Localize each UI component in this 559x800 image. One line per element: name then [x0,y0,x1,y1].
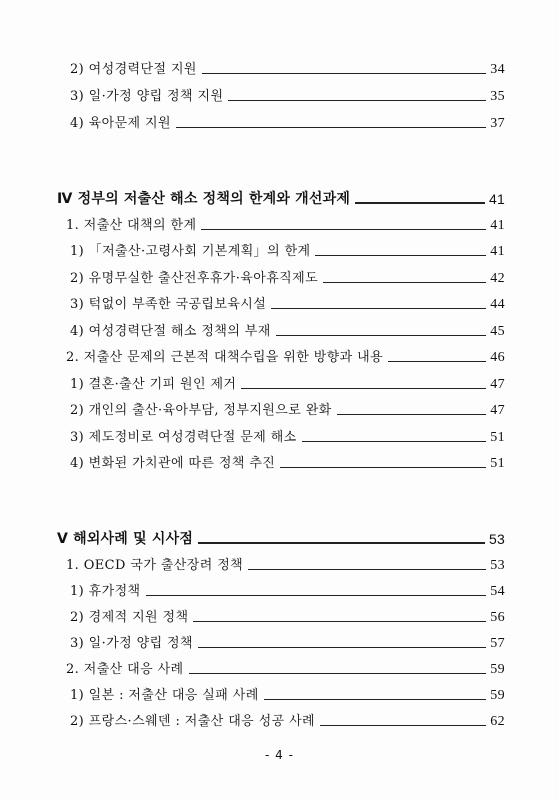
toc-section-page: 46 [490,350,505,365]
dot-leader [146,595,487,596]
toc-section-page: 53 [490,558,505,573]
toc-entry [70,324,505,340]
toc-chapter-heading [57,191,505,207]
toc-chapter-page: 53 [489,531,505,547]
toc-entry-page: 47 [490,377,505,392]
toc-chapter-label: Ⅴ 해외사례 및 시사점 [57,531,194,547]
dot-leader [248,569,486,570]
dot-leader [198,647,486,648]
toc-entry [70,89,505,105]
toc-entry-label: 4) 변화된 가치관에 따른 정책 추진 [70,456,276,471]
toc-entry [70,430,505,446]
toc-section-label: 1. 저출산 대책의 한계 [66,218,197,233]
toc-entry-label: 4) 여성경력단절 해소 정책의 부재 [70,324,271,339]
toc-section-page: 41 [490,218,505,233]
toc-entry-page: 34 [490,62,505,77]
toc-entry-page: 47 [490,403,505,418]
toc-entry-label: 4) 육아문제 지원 [70,116,171,131]
toc-entry-label: 1) 휴가정책 [70,584,141,599]
toc-entry [70,297,505,313]
toc-entry-label: 3) 일·가정 양립 정책 지원 [70,89,224,104]
toc-entry [70,456,505,472]
toc-entry-page: 41 [490,244,505,259]
toc-entry-page: 54 [490,584,505,599]
toc-entry [70,62,505,78]
toc-entry-label: 3) 턱없이 부족한 국공립보육시설 [70,297,267,312]
dot-leader [302,441,487,442]
toc-entry-page: 59 [490,688,505,703]
toc-entry-page: 44 [490,297,505,312]
toc-entry-page: 62 [490,714,505,729]
toc-section-label: 1. OECD 국가 출산장려 정책 [66,558,244,573]
dot-leader [193,621,486,622]
toc-entry-page: 51 [490,456,505,471]
toc-entry-page: 57 [490,636,505,651]
toc-entry-label: 1) 「저출산·고령사회 기본계획」의 한계 [70,244,311,259]
toc-section-label: 2. 저출산 문제의 근본적 대책수립을 위한 방향과 내용 [66,350,384,365]
toc-entry-label: 1) 일본 : 저출산 대응 실패 사례 [70,688,259,703]
toc-chapter-heading [57,531,505,547]
dot-leader [320,725,486,726]
toc-entry-page: 56 [490,610,505,625]
toc-entry-label: 3) 제도정비로 여성경력단절 문제 해소 [70,430,297,445]
toc-entry [70,688,505,704]
toc-entry [70,636,505,652]
toc-entry-page: 37 [490,116,505,131]
toc-section [66,218,505,234]
dot-leader [202,73,486,74]
toc-entry-label: 3) 일·가정 양립 정책 [70,636,193,651]
dot-leader [323,282,486,283]
toc-entry [70,244,505,260]
dot-leader [388,361,486,362]
toc-section-label: 2. 저출산 대응 사례 [66,662,184,677]
dot-leader [315,255,486,256]
dot-leader [198,542,485,544]
toc-section [66,558,505,574]
page-number: - 4 - [265,748,294,762]
toc-entry-page: 35 [490,89,505,104]
dot-leader [176,127,486,128]
toc-entry-label: 1) 결혼·출산 기피 원인 제거 [70,377,237,392]
dot-leader [276,335,486,336]
toc-entry-label: 2) 여성경력단절 지원 [70,62,197,77]
toc-chapter-label: Ⅳ 정부의 저출산 해소 정책의 한계와 개선과제 [57,191,351,207]
toc-entry [70,714,505,730]
dot-leader [241,388,486,389]
toc-entry [70,584,505,600]
dot-leader [201,229,486,230]
dot-leader [355,202,485,204]
toc-entry-label: 2) 유명무실한 출산전후휴가·육아휴직제도 [70,271,319,286]
toc-entry-page: 51 [490,430,505,445]
toc-section-page: 59 [490,662,505,677]
toc-entry [70,271,505,287]
toc-entry [70,610,505,626]
toc-entry [70,116,505,132]
dot-leader [228,100,486,101]
dot-leader [271,308,486,309]
toc-section [66,662,505,678]
toc-entry [70,377,505,393]
toc-entry [70,403,505,419]
dot-leader [264,699,487,700]
toc-chapter-page: 41 [489,191,505,207]
dot-leader [280,467,486,468]
toc-entry-page: 42 [490,271,505,286]
toc-entry-page: 45 [490,324,505,339]
toc-entry-label: 2) 경제적 지원 정책 [70,610,189,625]
toc-entry-label: 2) 프랑스·스웨덴 : 저출산 대응 성공 사례 [70,714,316,729]
dot-leader [337,414,487,415]
toc-entry-label: 2) 개인의 출산·육아부담, 정부지원으로 완화 [70,403,332,418]
toc-section [66,350,505,366]
dot-leader [189,673,487,674]
